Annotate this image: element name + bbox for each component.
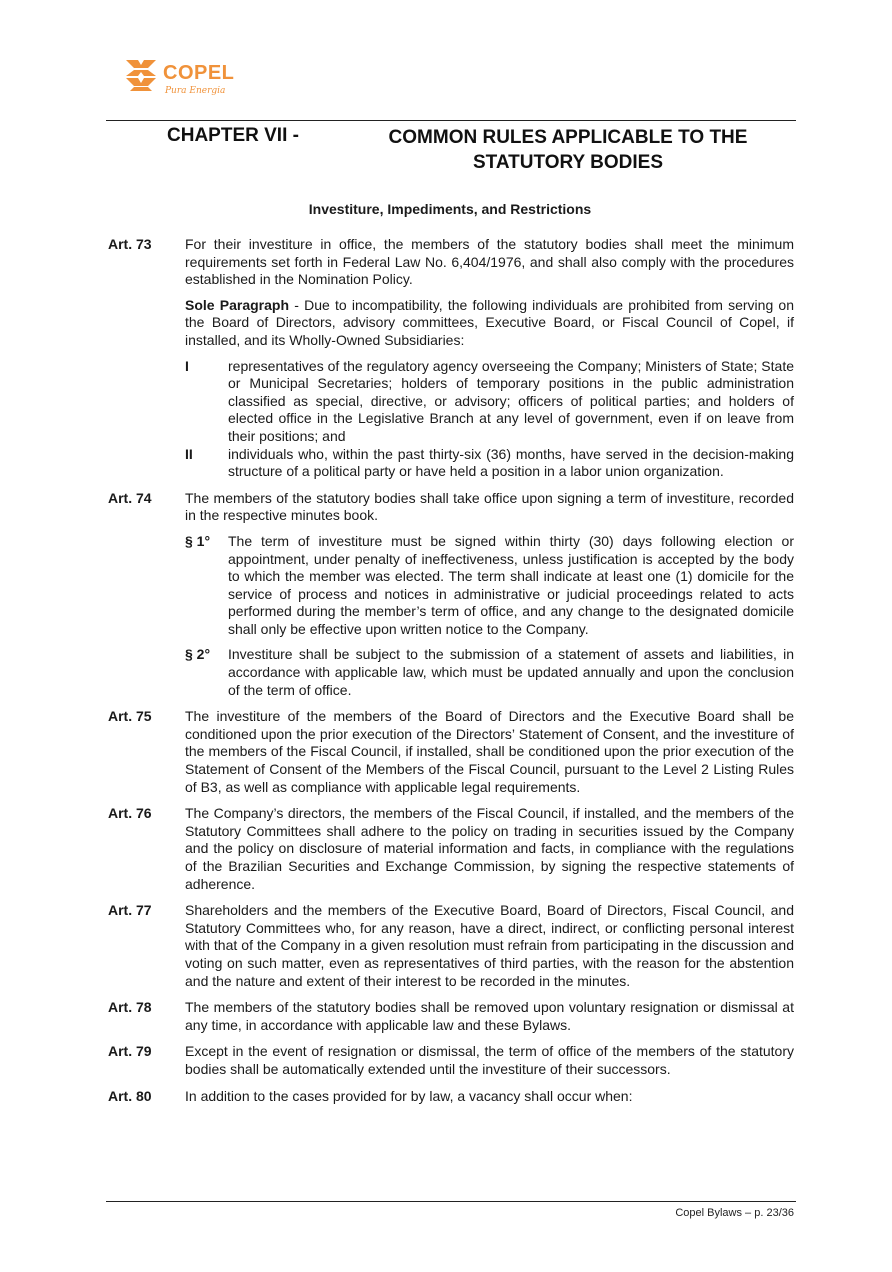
chapter-number: CHAPTER VII -	[167, 125, 299, 146]
article-label: Art. 75	[108, 708, 152, 725]
paragraph-label: § 2°	[185, 646, 211, 663]
copel-logo-icon	[124, 58, 158, 92]
page-footer: Copel Bylaws – p. 23/36	[675, 1207, 794, 1219]
article-text: For their investiture in office, the members of the statutory bodies shall meet the minimum requirements set forth in Federal Law No. 6,404/1976, and shall also comply with the procedures established in the Nomination Policy.	[185, 236, 794, 288]
paragraph-2	[185, 646, 794, 699]
article-80	[108, 1088, 794, 1106]
footer-divider	[106, 1201, 796, 1202]
header-divider	[106, 120, 796, 121]
article-77	[108, 902, 794, 990]
article-79	[108, 1043, 794, 1078]
article-label: Art. 78	[108, 999, 152, 1016]
chapter-title	[358, 125, 778, 175]
article-text: In addition to the cases provided for by law, a vacancy shall occur when:	[185, 1087, 633, 1104]
articles-body	[108, 236, 794, 1114]
item-label: I	[185, 357, 189, 374]
article-73	[108, 236, 794, 481]
logo-name: COPEL	[163, 62, 235, 84]
sole-paragraph-text: - Due to incompatibility, the following individuals are prohibited from serving on the Board of Directors, advisory committees, Executive Board, or Fiscal Council of Copel, if installed, and its Wholly-Owned Subsidiaries:	[185, 296, 795, 348]
chapter-title-line-2: STATUTORY BODIES	[472, 152, 664, 173]
item-text: individuals who, within the past thirty-six (36) months, have served in the decision-making structure of a political party or have held a position in a labor union organization.	[228, 445, 794, 480]
article-label: Art. 77	[108, 902, 152, 919]
article-78	[108, 999, 794, 1034]
article-text: The Company’s directors, the members of the Fiscal Council, if installed, and the members of the Statutory Committees shall adhere to the policy on trading in securities issued by the Company and the policy on disclosure of material information and facts, in compliance with the regulations of the Brazilian Securities and Exchange Commission, by signing the respective statements of adherence.	[185, 805, 794, 892]
article-76	[108, 805, 794, 893]
item-label: II	[185, 445, 193, 462]
section-heading: Investiture, Impediments, and Restrictions	[308, 201, 592, 217]
paragraph-1	[185, 533, 794, 639]
article-74	[108, 490, 794, 700]
article-75	[108, 708, 794, 796]
chapter-title-line-1: COMMON RULES APPLICABLE TO THE	[388, 127, 748, 148]
list-item	[185, 358, 794, 446]
article-text: Shareholders and the members of the Executive Board, Board of Directors, Fiscal Council, and Statutory Committees who, for any reason, have a direct, indirect, or conflicting personal interest with that of the Company in a given resolution must refrain from participating in the discussion and voting on such matter, even as representatives of third parties, with the reason for the abstention and the nature and extent of their interest to be recorded in the minutes.	[185, 902, 794, 989]
copel-logo	[124, 58, 244, 102]
list-item	[185, 446, 794, 481]
article-text: The investiture of the members of the Board of Directors and the Executive Board shall be conditioned upon the prior execution of the Directors’ Statement of Consent, and the investiture of the members of the Fiscal Council, if installed, shall be conditioned upon the prior execution of the Statement of Consent of the Members of the Fiscal Council, pursuant to the Level 2 Listing Rules of B3, as well as compliance with applicable legal requirements.	[185, 708, 794, 795]
article-label: Art. 79	[108, 1043, 152, 1060]
article-text: Except in the event of resignation or dismissal, the term of office of the members of the statutory bodies shall be automatically extended until the investiture of their successors.	[185, 1043, 794, 1077]
paragraph-text: Investiture shall be subject to the submission of a statement of assets and liabilities, in accordance with applicable law, which must be updated annually and upon the conclusion of the term of office.	[228, 646, 794, 698]
article-label: Art. 80	[108, 1087, 152, 1104]
item-list	[185, 358, 794, 481]
paragraph-label: § 1°	[185, 532, 211, 549]
item-text: representatives of the regulatory agency overseeing the Company; Ministers of State; State or Municipal Secretaries; holders of temporary positions in the public administration classified as special, directive, or advisory; officers of political parties; and holders of elected office in the Legislative Branch at any level of government, even if on leave from their positions; and	[228, 357, 794, 444]
article-label: Art. 73	[108, 236, 152, 252]
paragraph-text: The term of investiture must be signed within thirty (30) days following election or appointment, under penalty of ineffectiveness, unless justification is accepted by the body to which the member was elected. The term shall indicate at least one (1) domicile for the service of process and notices in administrative or judicial proceedings related to acts performed during the member’s term of office, and any change to the designated domicile shall only be effective upon written notice to the Company.	[228, 532, 794, 637]
article-label: Art. 74	[108, 489, 152, 506]
logo-tagline: Pura Energia	[165, 86, 226, 96]
sole-paragraph-label: Sole Paragraph	[185, 296, 290, 313]
article-text: The members of the statutory bodies shall take office upon signing a term of investiture, recorded in the respective minutes book.	[185, 489, 794, 524]
sole-paragraph	[185, 297, 794, 350]
article-label: Art. 76	[108, 805, 152, 822]
article-text: The members of the statutory bodies shall be removed upon voluntary resignation or dismissal at any time, in accordance with applicable law and these Bylaws.	[185, 999, 794, 1033]
